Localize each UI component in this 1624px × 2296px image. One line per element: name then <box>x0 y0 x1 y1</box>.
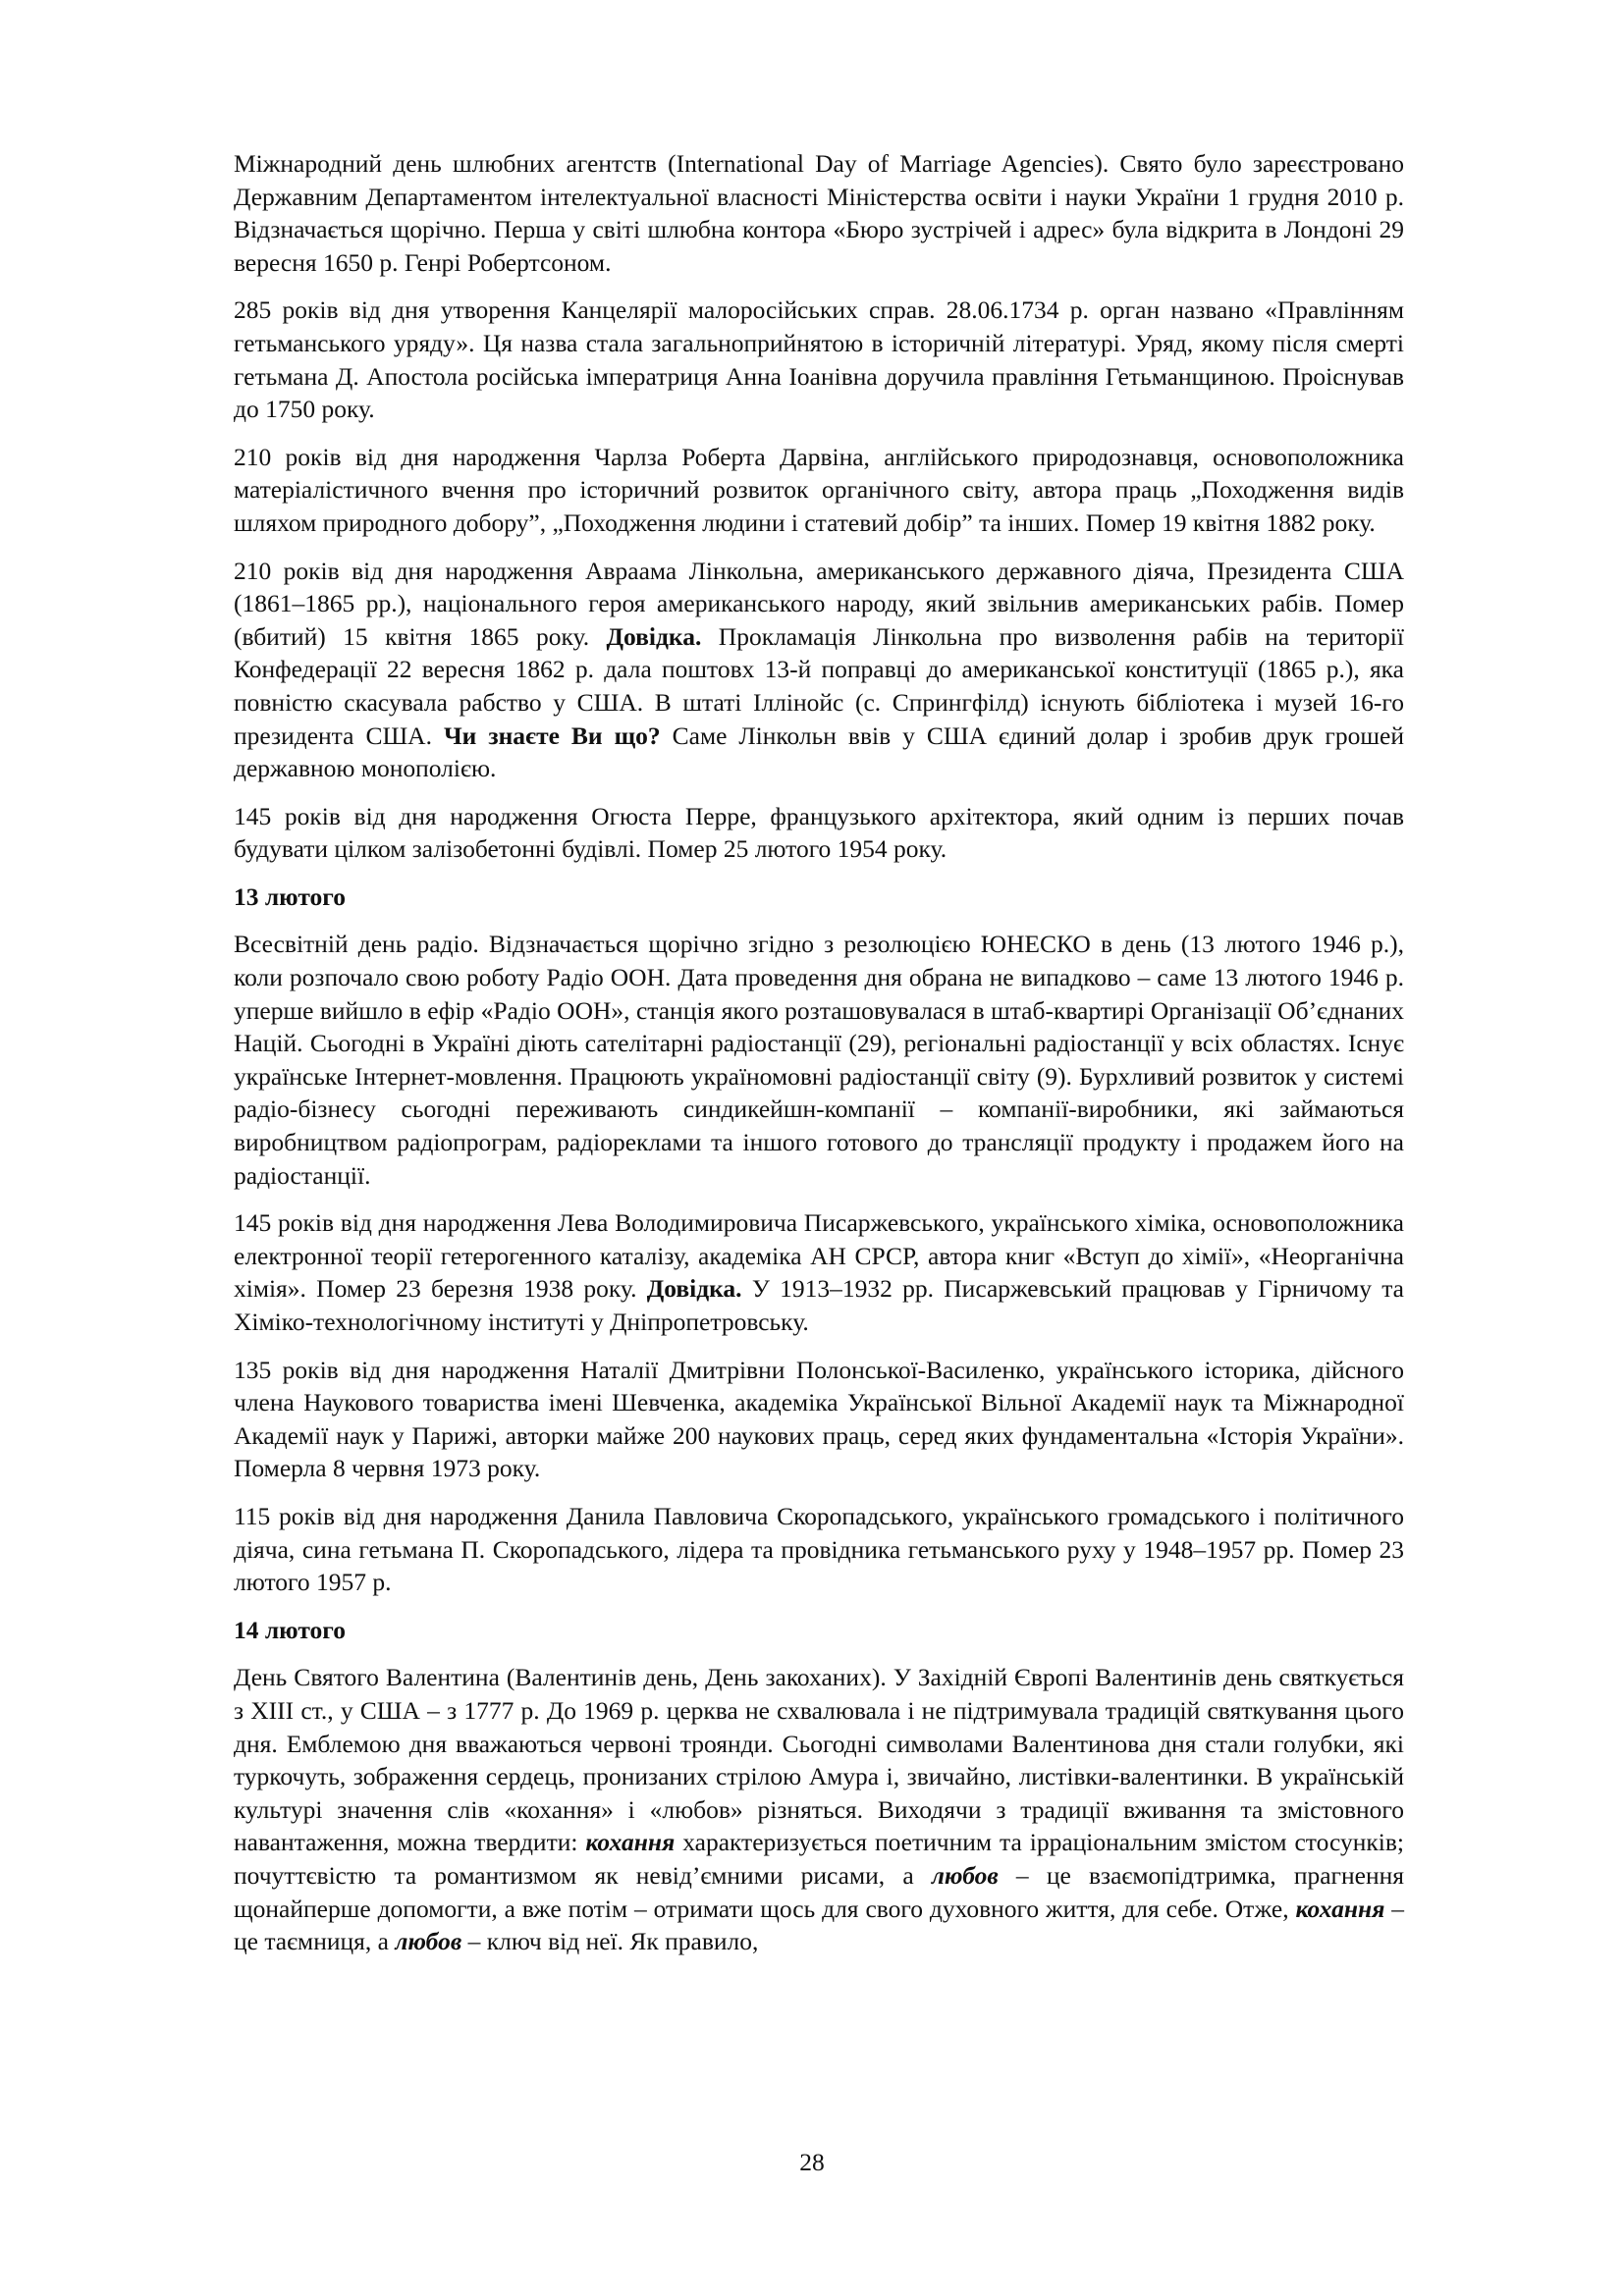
paragraph-world-radio-day <box>234 928 1404 1192</box>
paragraph-text: 210 років від дня народження Чарлза Роберта Дарвіна, англійського природознавця, основоположника матеріалістичного вчення про історичний розвиток органічного світу, автора праць „Походження видів шляхом природного добору”, „Походження людини і статевий добір” та інших. Помер 19 квітня 1882 року. <box>234 442 1404 537</box>
paragraph-text: День Святого Валентина (Валентинів день, День закоханих). У Західній Європі Валентинів день святкується з XIII ст., у США – з 1777 р. До 1969 р. церква не схвалювала і не підтримувала традицій святкування цього дня. Емблемою дня вважаються червоні троянди. Сьогодні символами Валентинова дня стали голубки, які туркочуть, зображення сердець, пронизаних стрілою Амура і, звичайно, листівки-валентинки. В українській культурі значення слів «кохання» і «любов» різняться. Виходячи з традиції вживання та змістовного навантаження, можна твердити: <box>234 1663 1404 1857</box>
paragraph-text: Прокламація Лінкольна про визволення рабів на території Конфедерації 22 вересня 1862 р. дала поштовх 13-й поправці до американської конституції (1865 р.), яка повністю скасувала рабство у США. В штаті Іллінойс (с. Спрингфілд) існують бібліотека і музей 16-го президента США. <box>234 621 1404 750</box>
date-heading-feb-13: 13 лютого <box>234 881 346 911</box>
paragraph-marriage-agencies-day <box>234 147 1404 279</box>
paragraph-skoropadsky <box>234 1500 1404 1599</box>
paragraph-text: – ключ від неї. Як правило, <box>461 1927 759 1956</box>
paragraph-pysarzhevsky <box>234 1206 1404 1338</box>
emphasis-word: кохання <box>585 1828 676 1857</box>
paragraph-text: 145 років від дня народження Огюста Перре, французького архітектора, який одним із перших почав будувати цілком залізобетонні будівлі. Помер 25 лютого 1954 року. <box>234 801 1404 864</box>
paragraph-text: 135 років від дня народження Наталії Дмитрівни Полонської-Василенко, українського історика, дійсного члена Наукового товариства імені Шевченка, академіка Української Вільної Академії наук та Міжнародної Академії наук у Парижі, авторки майже 200 наукових праць, серед яких фундаментальна «Історія України». Померла 8 червня 1973 року. <box>234 1355 1404 1483</box>
emphasis-word: любов <box>931 1860 999 1890</box>
emphasis-word: кохання <box>1295 1894 1385 1923</box>
paragraph-text: Всесвітній день радіо. Відзначається щорічно згідно з резолюцією ЮНЕСКО в день (13 лютого 1946 р.), коли розпочало свою роботу Радіо ООН. Дата проведення дня обрана не випадково – саме 13 лютого 1946 р. уперше вийшло в ефір «Радіо ООН», станція якого розташовувалася в штаб-квартирі Організації Об’єднаних Націй. Сьогодні в Україні діють сателітарні радіостанції (29), регіональні радіостанції у всіх областях. Існує українське Інтернет-мовлення. Працюють україномовні радіостанції світу (9). Бурхливий розвиток у системі радіо-бізнесу сьогодні переживають синдикейшн-компанії – компанії-виробники, які займаються виробництвом радіопрограм, радіореклами та іншого готового до трансляції продукту і продажем його на радіостанції. <box>234 930 1404 1190</box>
paragraph-text: 210 років від дня народження Авраама Лінкольна, американського державного діяча, Президента США (1861–1865 рр.), національного героя американського народу, який звільнив американських рабів. Помер (вбитий) 15 квітня 1865 року. <box>234 556 1404 651</box>
reference-note-label: Довідка. <box>606 621 702 651</box>
document-body <box>234 147 1404 1973</box>
paragraph-text: 285 років від дня утворення Канцелярії малоросійських справ. 28.06.1734 р. орган названо «Правлінням гетьманського уряду». Ця назва стала загальноприйнятою в історичній літературі. Уряд, якому після смерті гетьмана Д. Апостола російська імператриця Анна Іоанівна доручила правління Гетьманщиною. Проіснував до 1750 року. <box>234 295 1404 424</box>
page-number: 28 <box>799 2148 825 2176</box>
reference-note-label: Довідка. <box>646 1274 742 1304</box>
did-you-know-label: Чи знаєте Ви що? <box>443 721 661 750</box>
date-heading-feb-14: 14 лютого <box>234 1615 346 1644</box>
paragraph-polonska-vasylenko <box>234 1354 1404 1485</box>
paragraph-darwin <box>234 441 1404 540</box>
paragraph-perret <box>234 800 1404 866</box>
paragraph-text: Міжнародний день шлюбних агентств (International Day of Marriage Agencies). Свято було зареєстровано Державним Департаментом інтелектуальної власності Міністерства освіти і науки України 1 грудня 2010 р. Відзначається щорічно. Перша у світі шлюбна контора «Бюро зустрічей і адрес» була відкрита в Лондоні 29 вересня 1650 р. Генрі Робертсоном. <box>234 149 1404 277</box>
paragraph-text: – це взаємопідтримка, прагнення щонайперше допомогти, а вже потім – отримати щось для свого духовного життя, для себе. Отже, <box>234 1860 1404 1923</box>
emphasis-word: любов <box>395 1927 462 1956</box>
paragraph-text: 145 років від дня народження Лева Володимировича Писаржевського, українського хіміка, основоположника електронної теорії гетерогенного каталізу, академіка АН СРСР, автора книг «Вступ до хімії», «Неорганічна хімія». Помер 23 березня 1938 року. <box>234 1208 1404 1304</box>
paragraph-little-russian-chancellery <box>234 294 1404 425</box>
paragraph-text: 115 років від дня народження Данила Павловича Скоропадського, українського громадського і політичного діяча, сина гетьмана П. Скоропадського, лідера та провідника гетьманського руху у 1948–1957 рр. Помер 23 лютого 1957 р. <box>234 1501 1404 1597</box>
paragraph-text: – це таємниця, а <box>234 1894 1404 1956</box>
paragraph-text: характеризується поетичним та ірраціональним змістом стосунків; почуттєвістю та романтизмом як невід’ємними рисами, а <box>234 1828 1404 1890</box>
paragraph-valentines-day <box>234 1661 1404 1957</box>
paragraph-text: Саме Лінкольн ввів у США єдиний долар і зробив друк грошей державною монополією. <box>234 721 1404 783</box>
paragraph-text: У 1913–1932 рр. Писаржевський працював у Гірничому та Хіміко-технологічному інституті у Дніпропетровську. <box>234 1274 1404 1336</box>
paragraph-lincoln <box>234 555 1404 785</box>
